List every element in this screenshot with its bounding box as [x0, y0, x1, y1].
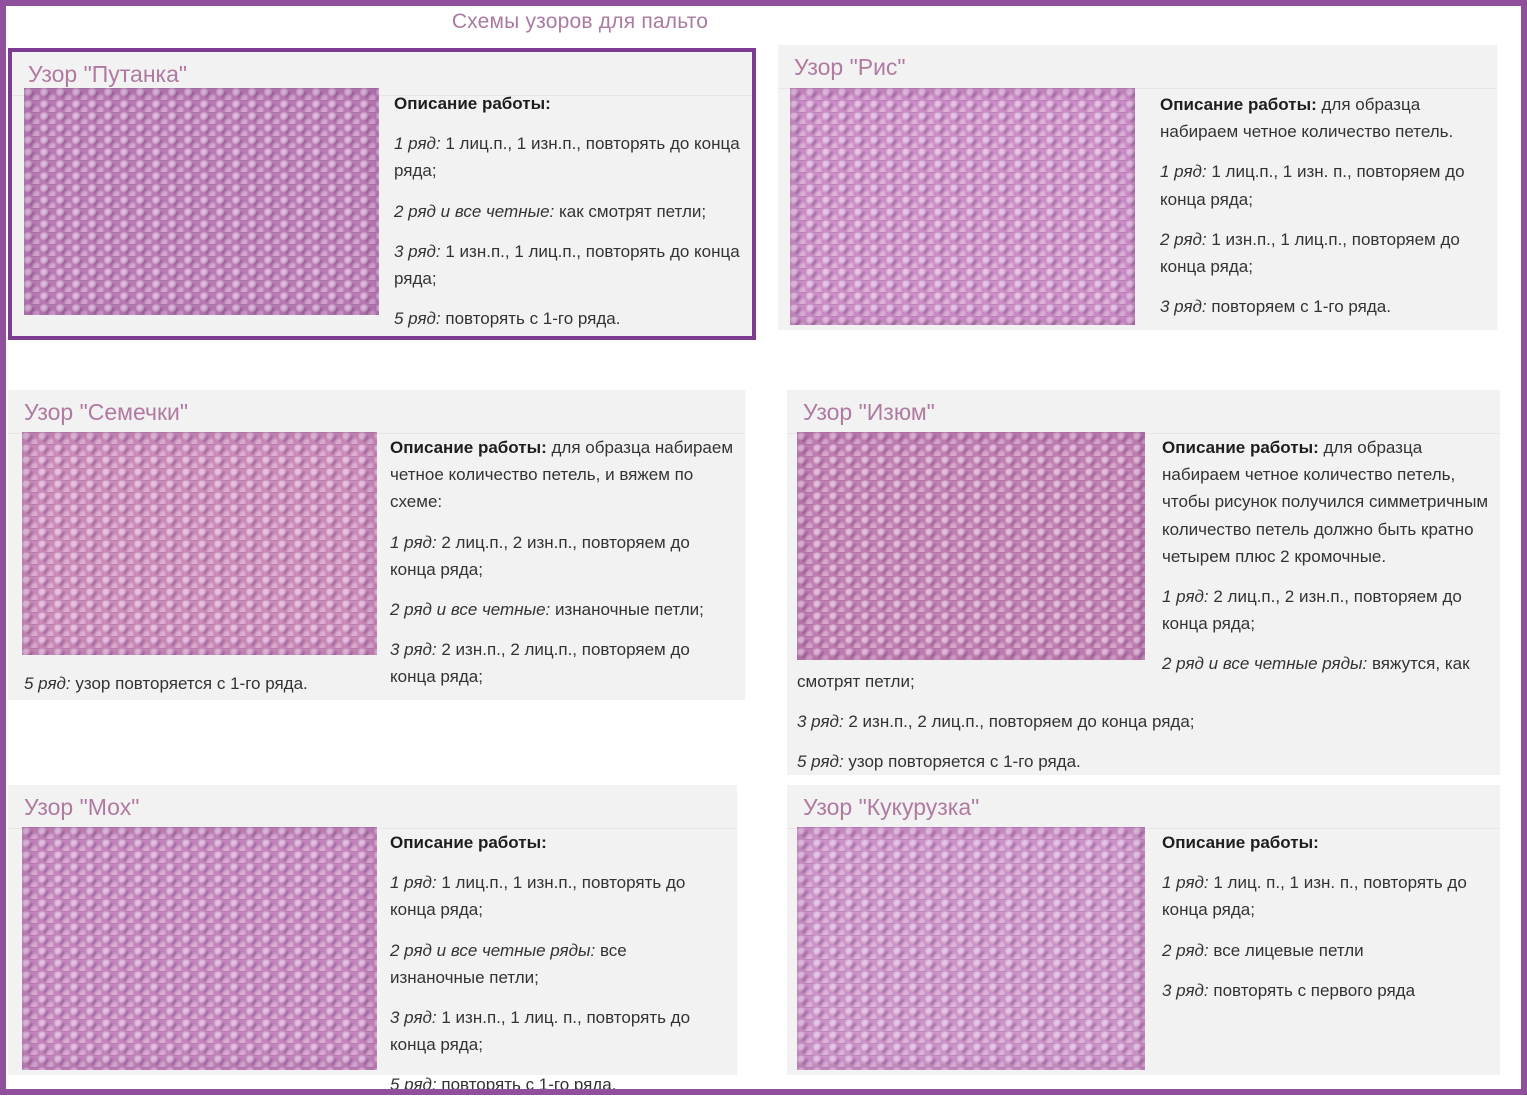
panel-title: Узор "Изюм" [787, 390, 1500, 434]
description-label: Описание работы: [1160, 95, 1317, 114]
description-label: Описание работы: [1162, 833, 1319, 852]
work-description [1160, 91, 1488, 333]
pattern-rows [390, 529, 735, 691]
description-intro [394, 90, 742, 117]
pattern-row: 3 ряд: 1 изн.п., 1 лиц. п., повторять до конца ряда; [390, 1007, 691, 1055]
pattern-row: 5 ряд: узор повторяется с 1-го ряда. [24, 674, 308, 693]
pattern-row: 3 ряд: 1 изн.п., 1 лиц.п., повторять до конца ряда; [394, 241, 740, 288]
pattern-row: 2 ряд и все четные ряды: все изнаночные петли; [390, 940, 627, 987]
pattern-rows-below-image [24, 670, 729, 710]
panel-title: Узор "Путанка" [12, 52, 752, 96]
pattern-row: 1 ряд: 1 лиц.п., 1 изн. п., повторяем до конца ряда; [1160, 162, 1465, 209]
panel-title: Узор "Кукурузка" [787, 785, 1500, 829]
pattern-row: 1 ряд: 1 лиц. п., 1 изн. п., повторять до конца ряда; [1162, 873, 1467, 920]
pattern-row: 1 ряд: 2 лиц.п., 2 изн.п., повторяем до конца ряда; [390, 532, 690, 579]
pattern-row: 2 ряд и все четные: изнаночные петли; [390, 599, 704, 619]
pattern-row: 5 ряд: повторять с 1-го ряда. [390, 1075, 617, 1095]
pattern-row: 2 ряд: все лицевые петли [1162, 940, 1364, 960]
pattern-rows [1162, 583, 1490, 678]
description-intro: Описание работы: для образца набираем четное количество петель, и вяжем по схеме: [390, 438, 734, 512]
work-description [394, 90, 742, 345]
pattern-rows [390, 869, 720, 1098]
work-description [1162, 829, 1490, 1017]
knit-swatch-image [797, 432, 1145, 660]
pattern-row: 3 ряд: повторяем с 1-го ряда. [1160, 297, 1391, 317]
pattern-rows [1162, 869, 1490, 1004]
pattern-row: 2 ряд и все четные ряды: вяжутся, как [1162, 654, 1470, 674]
pattern-row: 1 ряд: 1 лиц.п., 1 изн.п., повторять до конца ряда; [390, 873, 686, 920]
pattern-panel-semechki [8, 390, 745, 700]
pattern-row: смотрят петли; [797, 672, 915, 691]
description-intro: Описание работы: для образца набираем четное количество петель. [1160, 95, 1454, 142]
pattern-row: 5 ряд: повторять с 1-го ряда. [394, 309, 621, 329]
work-description [390, 829, 720, 1112]
pattern-row: 5 ряд: узор повторяется с 1-го ряда. [797, 752, 1081, 772]
description-label: Описание работы: [1162, 438, 1319, 457]
pattern-rows [1160, 158, 1488, 320]
pattern-panel-moh [8, 785, 737, 1095]
pattern-row: 2 ряд: 1 изн.п., 1 лиц.п., повторяем до конца ряда; [1160, 229, 1460, 276]
pattern-row: 1 ряд: 2 лиц.п., 2 изн.п., повторяем до конца ряда; [1162, 586, 1462, 634]
description-label: Описание работы: [394, 94, 551, 113]
pattern-rows [394, 130, 742, 332]
knit-swatch-image [22, 432, 377, 655]
description-label: Описание работы: [390, 833, 547, 852]
description-intro [1162, 829, 1490, 856]
panel-title: Узор "Мох" [8, 785, 737, 829]
pattern-row: 2 ряд и все четные: как смотрят петли; [394, 201, 707, 221]
panel-title: Узор "Рис" [778, 45, 1497, 89]
pattern-panel-izyum [787, 390, 1500, 775]
pattern-row: 3 ряд: повторять с первого ряда [1162, 980, 1416, 1000]
knit-swatch-image [22, 827, 377, 1070]
description-intro [390, 829, 720, 856]
page-title: Схемы узоров для пальто [451, 10, 709, 33]
work-description [1162, 434, 1490, 691]
pattern-row: 3 ряд: 2 изн.п., 2 лиц.п., повторяем до конца ряда; [390, 640, 690, 687]
pattern-row: 1 ряд: 1 лиц.п., 1 изн.п., повторять до конца ряда; [394, 134, 740, 181]
pattern-panel-kukuruzka [787, 785, 1500, 1075]
pattern-row: 3 ряд: 2 изн.п., 2 лиц.п., повторяем до конца ряда; [797, 712, 1195, 732]
pattern-rows-below-image [797, 668, 1490, 789]
description-label: Описание работы: [390, 438, 547, 457]
knit-swatch-image [24, 88, 379, 315]
description-intro: Описание работы: для образца набираем четное количество петель, чтобы рисунок получился симметричным количество петель должно быть кратно четырем плюс 2 кромочные. [1162, 438, 1489, 566]
work-description [390, 434, 735, 704]
pattern-panel-ris [778, 45, 1497, 330]
knit-swatch-image [797, 827, 1145, 1070]
knit-swatch-image [790, 88, 1135, 325]
pattern-panel-putanka [8, 48, 756, 340]
panel-title: Узор "Семечки" [8, 390, 745, 434]
